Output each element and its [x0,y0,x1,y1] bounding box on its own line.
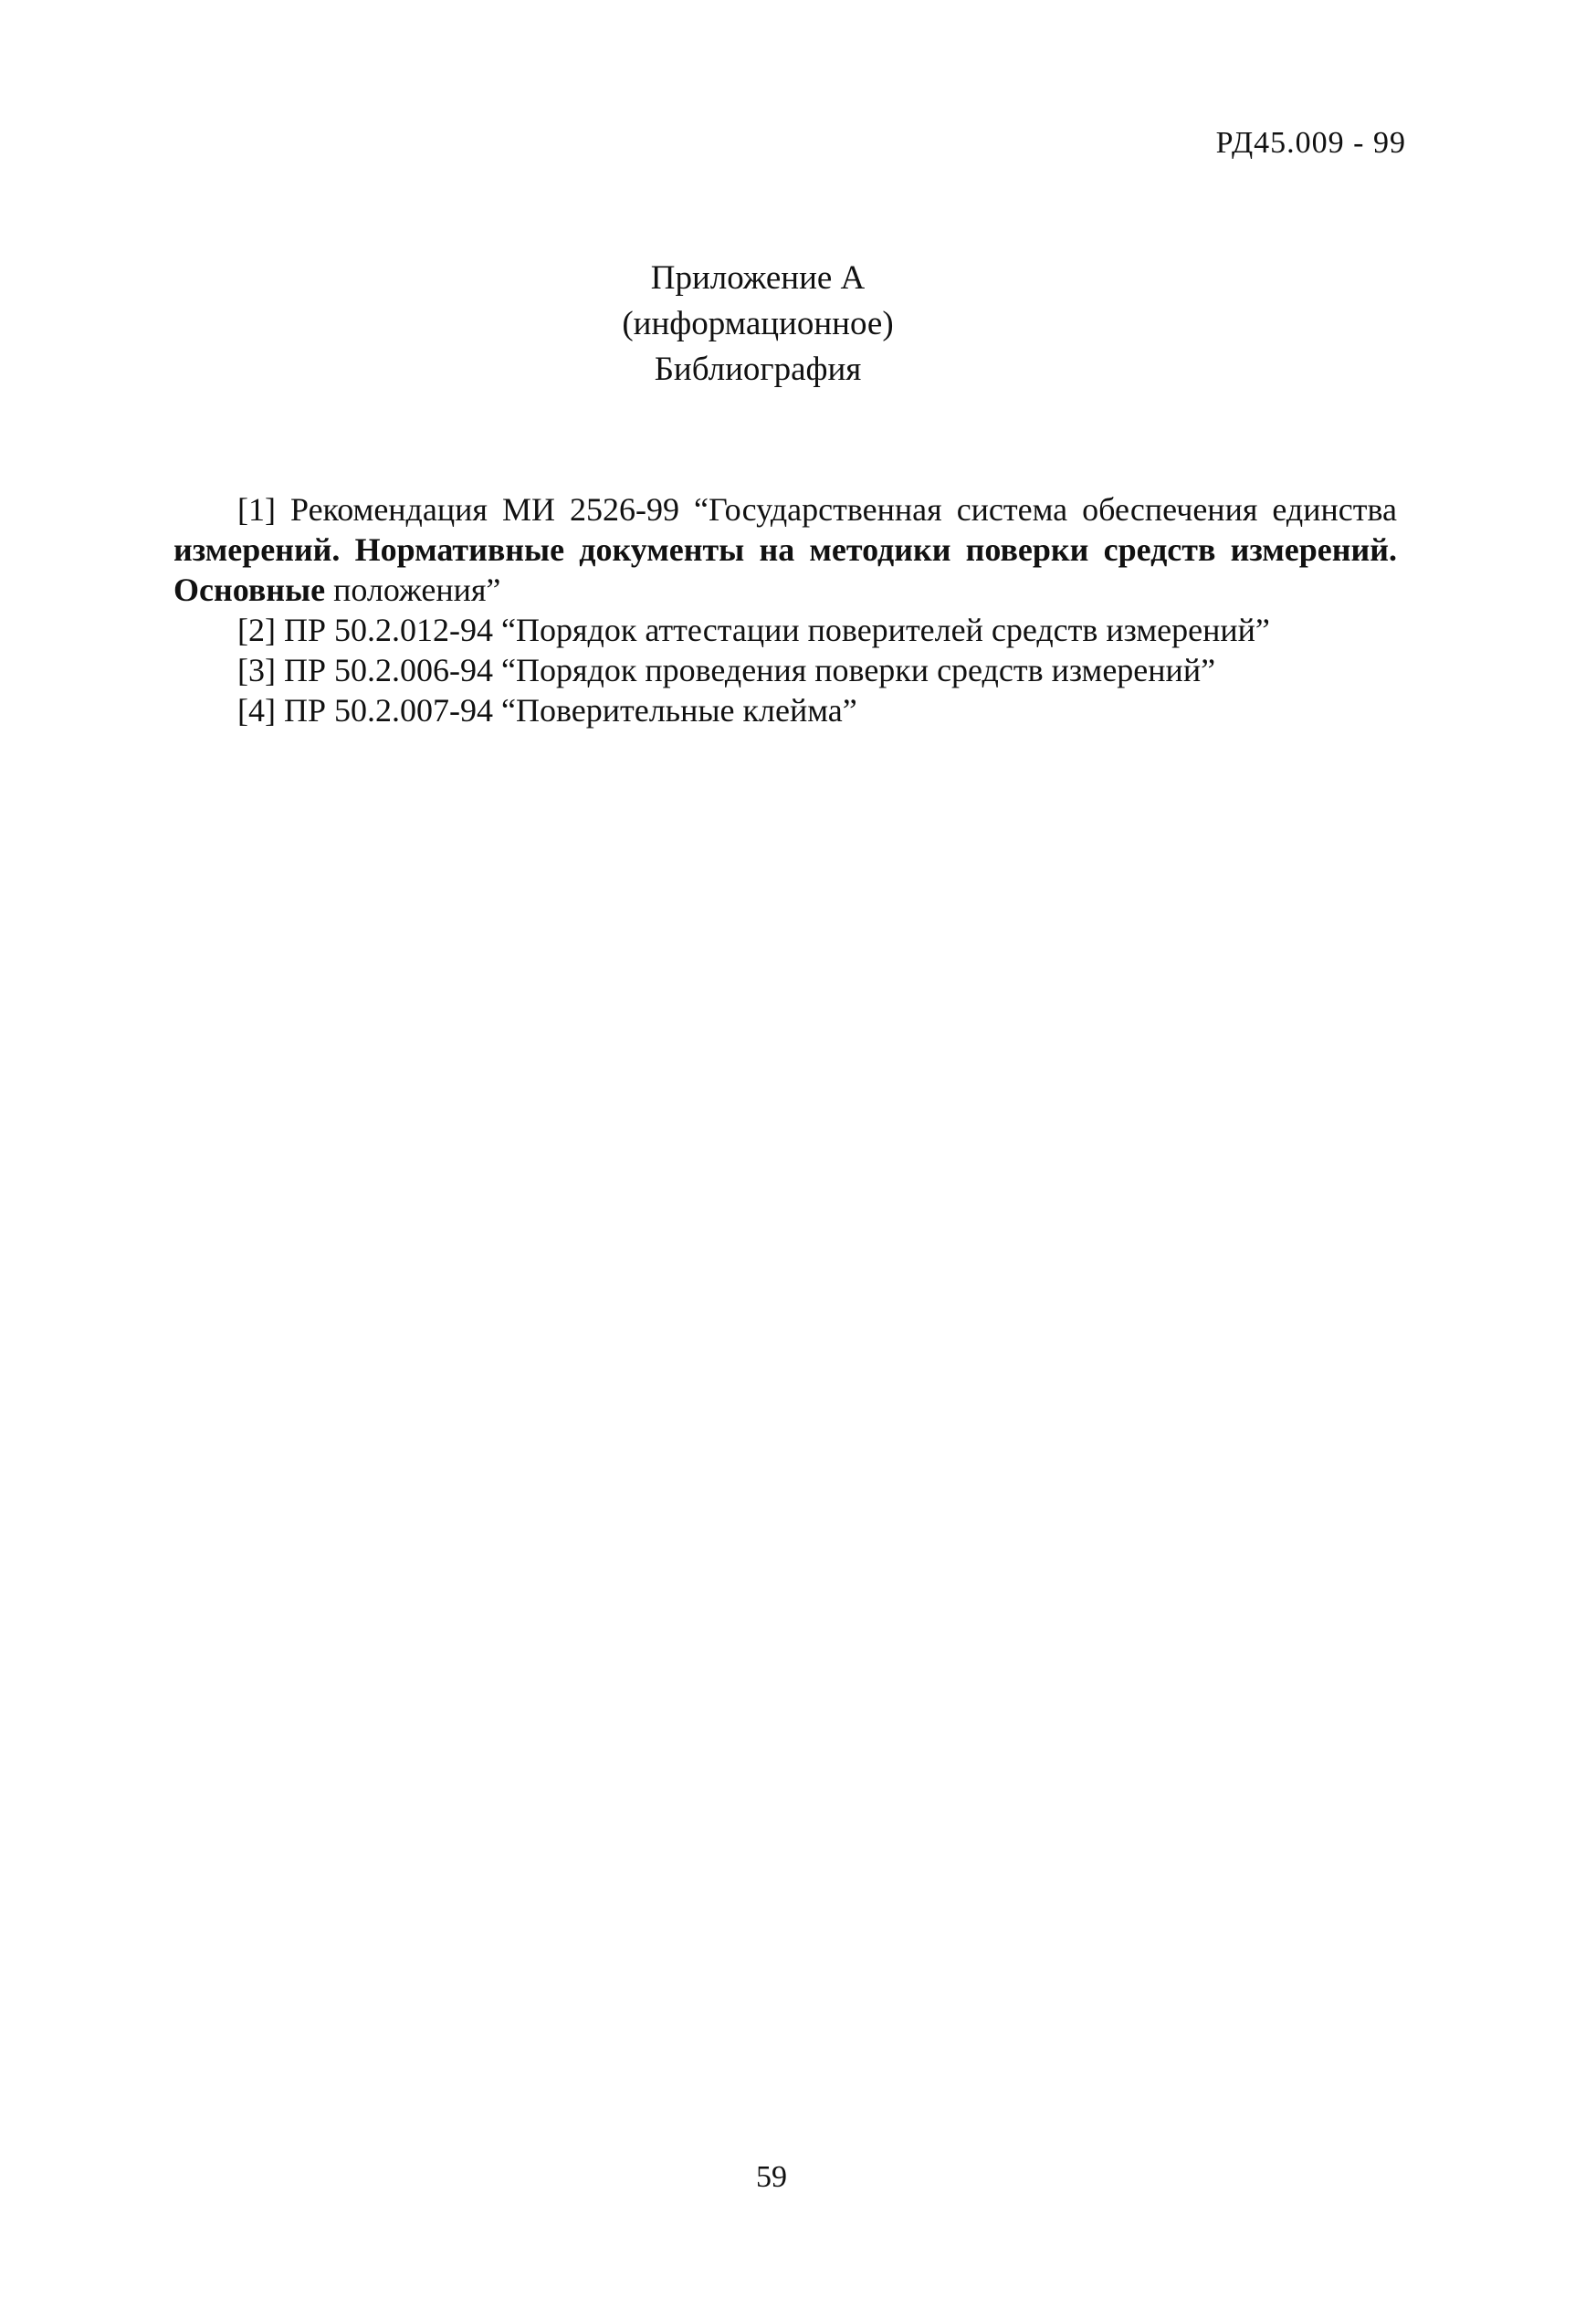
entry-text-end: положения” [325,572,501,608]
document-code: РД45.009 - 99 [1215,126,1406,160]
bibliography-heading: Библиография [654,351,862,388]
appendix-heading [0,256,1516,393]
bibliography-entry [173,650,1397,690]
entry-text-start: Рекомендация МИ 2526-99 “Государственная система обеспечения единства [290,491,1397,528]
bibliography-list [173,489,1397,730]
page-number: 59 [756,2160,787,2194]
entry-number: [1] [237,491,276,528]
appendix-subtitle: (информационное) [622,305,894,342]
entry-text-bold: измерений. Нормативные документы на методики поверки средств измерений. Основные [173,531,1397,608]
entry-number: [2] [237,612,276,648]
bibliography-entry [173,690,1397,730]
entry-number: [4] [237,692,276,729]
bibliography-entry [173,489,1397,610]
bibliography-entry [173,610,1397,650]
entry-text: ПР 50.2.006-94 “Порядок проведения поверки средств измерений” [283,652,1216,688]
entry-text: ПР 50.2.007-94 “Поверительные клейма” [283,692,857,729]
entry-text: ПР 50.2.012-94 “Порядок аттестации поверителей средств измерений” [283,612,1270,648]
entry-number: [3] [237,652,276,688]
appendix-title: Приложение А [650,259,866,297]
